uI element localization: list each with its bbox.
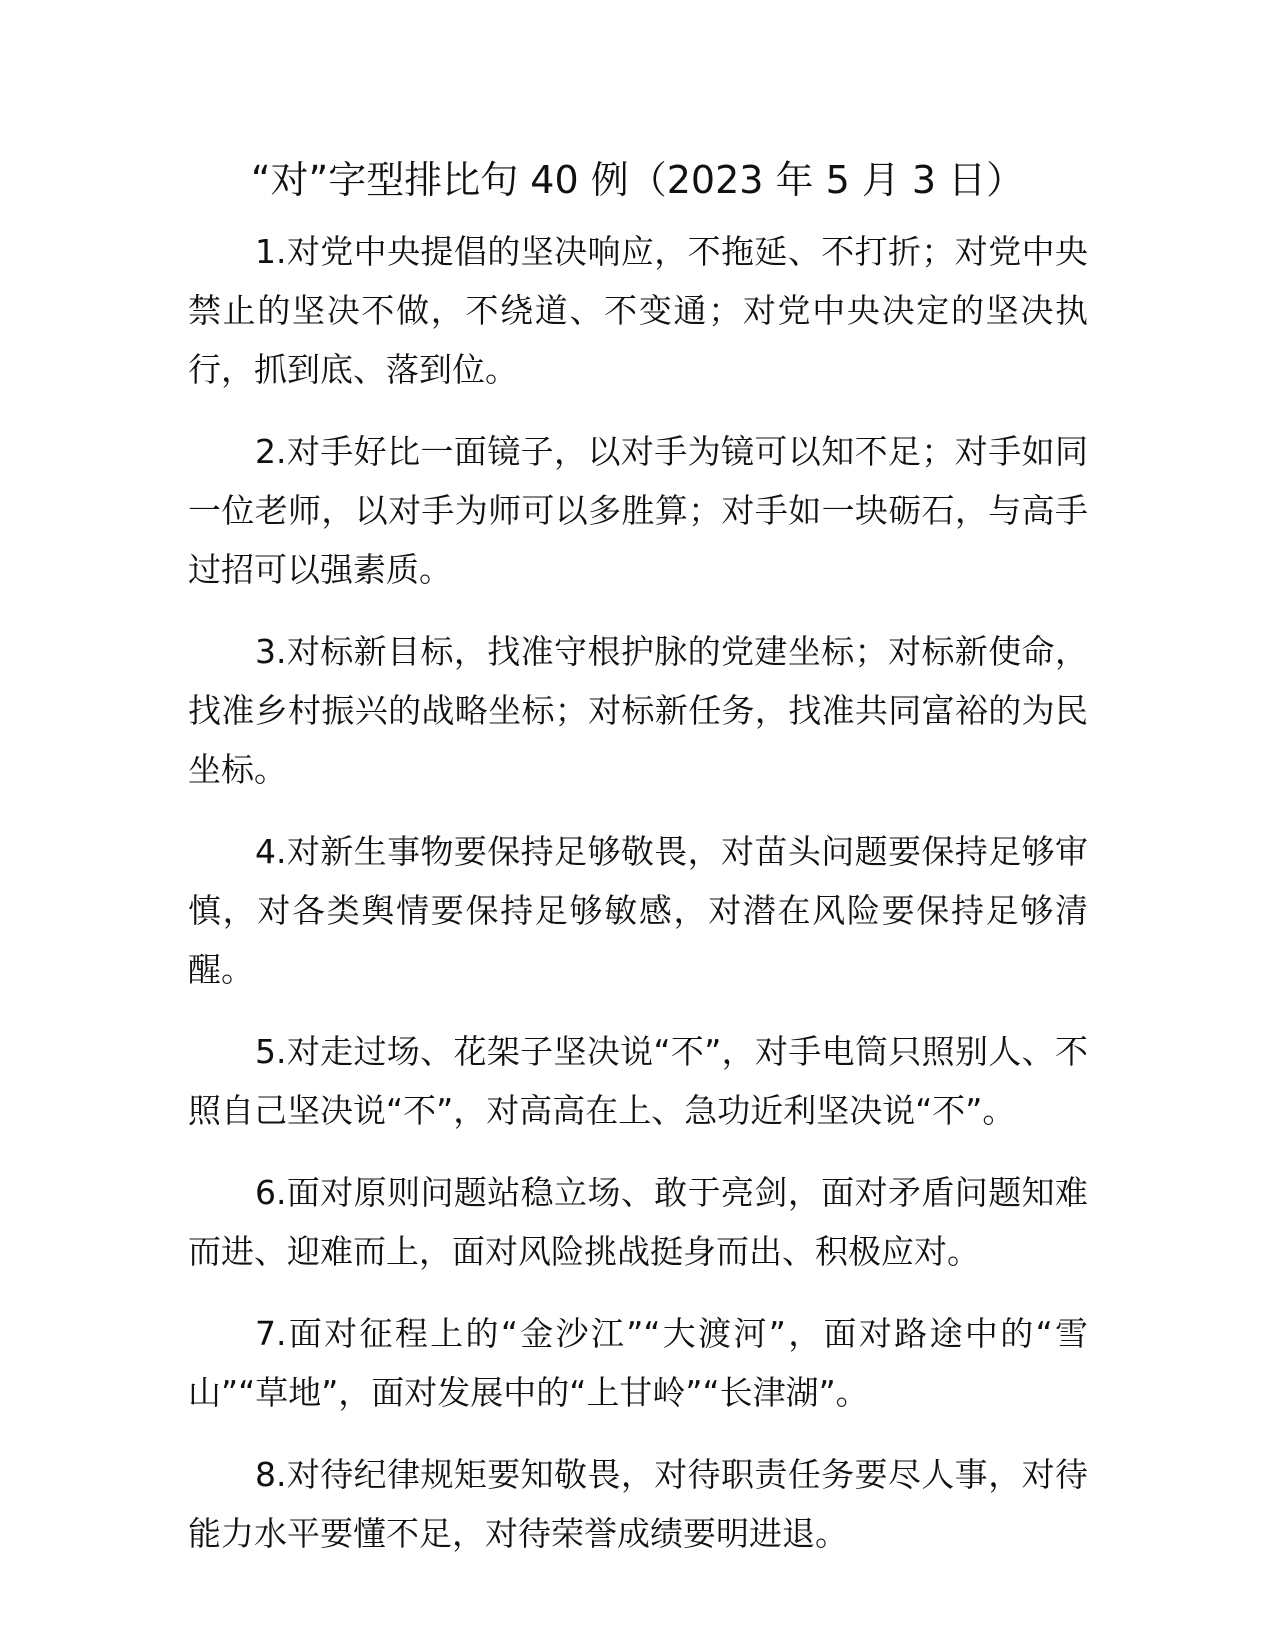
document-title: “对”字型排比句 40 例（2023 年 5 月 3 日） bbox=[250, 158, 1025, 202]
paragraph-3: 3.对标新目标，找准守根护脉的党建坐标；对标新使命，找准乡村振兴的战略坐标；对标新任务，找准共同富裕的为民坐标。 bbox=[188, 632, 1088, 789]
paragraph-7: 7.面对征程上的“金沙江”“大渡河”，面对路途中的“雪山”“草地”，面对发展中的“上甘岭”“长津湖”。 bbox=[188, 1314, 1088, 1412]
paragraph-1: 1.对党中央提倡的坚决响应，不拖延、不打折；对党中央禁止的坚决不做，不绕道、不变通；对党中央决定的坚决执行，抓到底、落到位。 bbox=[188, 232, 1088, 389]
paragraph-6: 6.面对原则问题站稳立场、敢于亮剑，面对矛盾问题知难而进、迎难而上，面对风险挑战挺身而出、积极应对。 bbox=[188, 1173, 1088, 1271]
paragraph-5: 5.对走过场、花架子坚决说“不”，对手电筒只照别人、不照自己坚决说“不”，对高高在上、急功近利坚决说“不”。 bbox=[188, 1032, 1088, 1130]
paragraph-2: 2.对手好比一面镜子，以对手为镜可以知不足；对手如同一位老师，以对手为师可以多胜算；对手如一块砺石，与高手过招可以强素质。 bbox=[188, 432, 1088, 589]
paragraph-8: 8.对待纪律规矩要知敬畏，对待职责任务要尽人事，对待能力水平要懂不足，对待荣誉成绩要明进退。 bbox=[188, 1455, 1088, 1553]
document-body bbox=[188, 222, 1088, 1586]
paragraph-4: 4.对新生事物要保持足够敬畏，对苗头问题要保持足够审慎，对各类舆情要保持足够敏感，对潜在风险要保持足够清醒。 bbox=[188, 832, 1088, 989]
